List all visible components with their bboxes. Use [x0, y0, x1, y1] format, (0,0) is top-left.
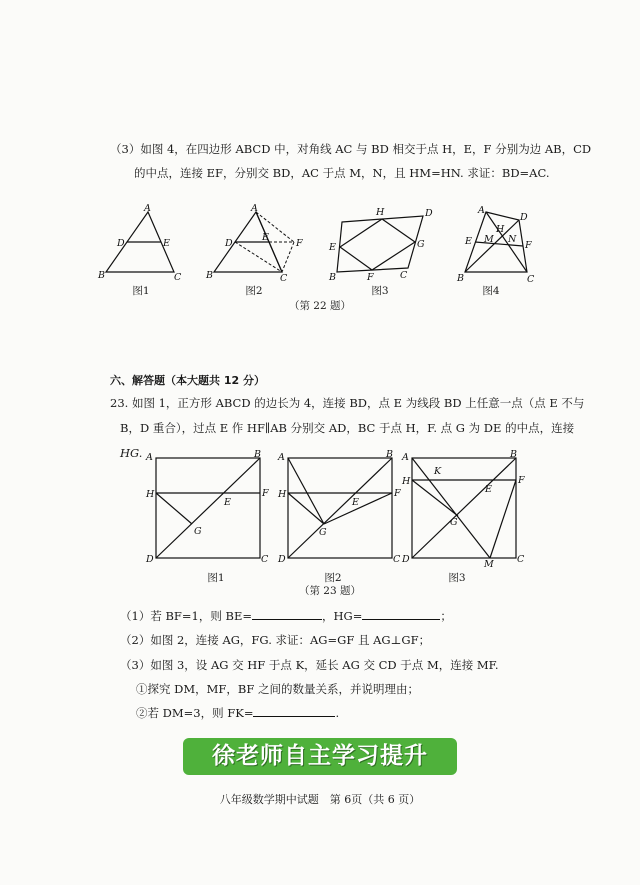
answer-blank-hg[interactable]: [362, 608, 440, 620]
label-f: F: [518, 475, 525, 486]
label-e: E: [465, 236, 472, 247]
q23-sub3-b-end: .: [335, 706, 340, 720]
page-footer: 八年级数学期中试题 第 6页（共 6 页）: [219, 793, 421, 806]
label-f: F: [296, 238, 303, 249]
q23-fig2-caption: 图2: [324, 572, 342, 584]
q22-part3-line2: 的中点，连接 EF，分别交 BD，AC 于点 M，N，且 HM=HN. 求证：BD=AC.: [134, 166, 550, 180]
label-g: G: [450, 517, 458, 528]
q22-fig2-caption: 图2: [245, 285, 263, 297]
label-b: B: [510, 449, 517, 460]
answer-blank-fk[interactable]: [253, 705, 335, 717]
label-c: C: [400, 270, 408, 281]
label-c: C: [517, 554, 525, 565]
label-c: C: [527, 274, 535, 284]
q22-fig4-caption: 图4: [482, 285, 500, 297]
q23-figure-3: [400, 448, 530, 568]
label-e: E: [224, 497, 231, 508]
q23-figure-caption: （第 23 题）: [298, 585, 362, 597]
label-m: M: [484, 559, 494, 568]
label-b: B: [98, 270, 105, 281]
label-d: D: [402, 554, 410, 565]
label-b: B: [457, 273, 464, 284]
label-f: F: [394, 488, 401, 499]
q23-sub3-b-prefix: ②若 DM=3，则 FK=: [136, 706, 254, 720]
label-d: D: [278, 554, 286, 564]
q23-sub3-b: [136, 705, 339, 721]
label-h: H: [496, 224, 505, 235]
q22-figure-4: [453, 202, 543, 284]
label-g: G: [194, 526, 202, 537]
answer-blank-be[interactable]: [252, 608, 322, 620]
q22-part3-line1: （3）如图 4，在四边形 ABCD 中，对角线 AC 与 BD 相交于点 H，E，F 分别为边 AB，CD: [110, 142, 592, 156]
label-d: D: [117, 238, 125, 249]
q23-sub1: [120, 608, 452, 624]
label-c: C: [393, 554, 401, 564]
label-h: H: [146, 489, 155, 500]
label-h: H: [278, 489, 287, 500]
label-b: B: [386, 449, 393, 460]
label-f: F: [262, 488, 269, 499]
label-d: D: [425, 208, 433, 219]
label-g: G: [319, 527, 327, 538]
label-d: D: [520, 212, 528, 223]
label-d: D: [225, 238, 233, 249]
label-d: D: [146, 554, 154, 564]
q23-fig1-caption: 图1: [207, 572, 225, 584]
q23-fig3-caption: 图3: [448, 572, 466, 584]
label-n: N: [508, 234, 517, 245]
q23-figure-1: [144, 448, 274, 564]
label-e: E: [163, 238, 170, 249]
q23-sub1-end: ；: [440, 609, 452, 623]
q22-fig3-caption: 图3: [371, 285, 389, 297]
q23-figure-2: [276, 448, 406, 564]
label-a: A: [251, 204, 258, 214]
q22-figure-1: [96, 204, 186, 284]
label-e: E: [485, 484, 492, 495]
q22-fig1-caption: 图1: [132, 285, 150, 297]
q22-figure-2: [204, 204, 308, 284]
label-b: B: [206, 270, 213, 281]
label-k: K: [434, 466, 442, 477]
label-h: H: [402, 476, 411, 487]
label-a: A: [278, 452, 285, 463]
label-b: B: [254, 449, 261, 460]
q23-line2: B，D 重合），过点 E 作 HF∥AB 分别交 AD，BC 于点 H，F. 点 G 为 DE 的中点，连接: [120, 421, 575, 435]
q23-sub3-a: ①探究 DM，MF，BF 之间的数量关系，并说明理由；: [136, 682, 419, 696]
q23-sub2: （2）如图 2，连接 AG，FG. 求证：AG=GF 且 AG⊥GF；: [120, 633, 431, 647]
label-a: A: [144, 204, 151, 214]
q23-sub1-prefix: （1）若 BF=1，则 BE=: [120, 609, 252, 623]
q23-sub1-mid: ，HG=: [322, 609, 363, 623]
label-b: B: [329, 272, 336, 282]
q22-figure-3: [325, 200, 437, 282]
q23-line1: 23. 如图 1，正方形 ABCD 的边长为 4，连接 BD，点 E 为线段 BD 上任意一点（点 E 不与: [110, 396, 585, 410]
q23-line3: HG.: [120, 446, 143, 460]
label-a: A: [478, 205, 485, 216]
label-c: C: [280, 273, 288, 284]
label-m: M: [484, 234, 494, 245]
label-f: F: [525, 240, 532, 251]
label-h: H: [376, 207, 385, 218]
section6-heading: 六、解答题（本大题共 12 分）: [110, 374, 265, 387]
label-e: E: [352, 497, 359, 508]
promo-banner: 徐老师自主学习提升: [183, 738, 457, 775]
q23-sub3: （3）如图 3，设 AG 交 HF 于点 K，延长 AG 交 CD 于点 M，连接 MF.: [120, 658, 499, 672]
label-e: E: [262, 232, 269, 243]
q22-figure-caption: （第 22 题）: [288, 300, 352, 312]
label-f: F: [367, 272, 374, 282]
label-c: C: [174, 272, 182, 283]
label-a: A: [146, 452, 153, 463]
label-e: E: [329, 242, 336, 253]
label-g: G: [417, 239, 425, 250]
label-c: C: [261, 554, 269, 564]
label-a: A: [402, 452, 409, 463]
